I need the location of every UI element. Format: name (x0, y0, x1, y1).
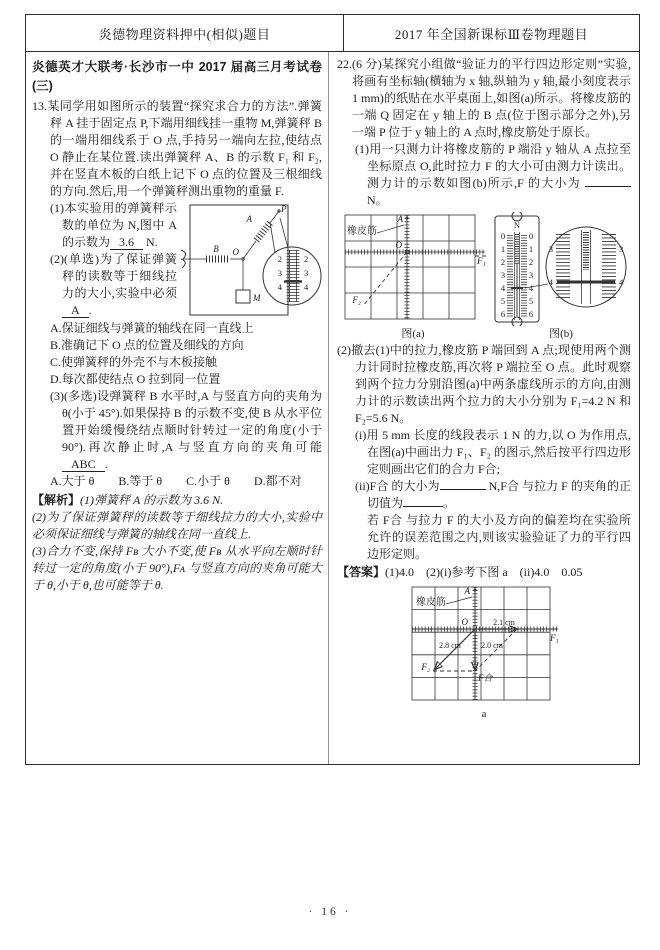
q22-ii-mid: N,F合 与拉力 F 的夹角的正切值为 (367, 479, 631, 510)
gauge-num: 0 (528, 231, 534, 241)
q22-ii-blank1 (440, 478, 486, 490)
option-item: C.使弹簧秤的外壳不与木板接触 (50, 355, 218, 369)
label-f2: F₂ (352, 295, 361, 305)
option-item: B.准确记下 O 点的位置及细线的方向 (50, 338, 244, 352)
f2-direction-dashed (363, 252, 407, 306)
rubber-band-label: 橡皮筋 (347, 226, 377, 237)
q13-part3 (32, 388, 322, 473)
left-column (26, 52, 329, 764)
q13-part1-answer: 3.6 (110, 235, 143, 250)
gauge-num: 5 (528, 296, 534, 306)
gauge-num: 3 (500, 270, 506, 280)
magnifier-scale-4-right: 4 (304, 282, 309, 292)
q22-ii-pre: (ii)F合 的大小为 (355, 479, 440, 493)
q13-part1-unit: N. (143, 235, 158, 249)
answer-figure-diagram (404, 584, 564, 706)
q22-part1-text: (1)用一只测力计将橡皮筋的 P 端沿 y 轴从 A 点拉至坐标原点 O,此时拉力 F 的大小可由测力计读出。测力计的示数如图(b)所示,F 的大小为 (355, 142, 631, 190)
header-right-title: 2017 年全国新课标Ⅲ卷物理题目 (394, 26, 589, 42)
q22-note: 若 F合 与拉力 F 的大小及方向的偏差均在实验所允许的误差范围之内,则该实验验证了力的平行四边形定则。 (367, 513, 631, 561)
gauge-num: 5 (500, 296, 506, 306)
table-body-row (26, 52, 639, 764)
magnifier-num-3-left: 3 (548, 244, 553, 254)
answer-figure-caption: a (481, 708, 487, 720)
q22-ii-blank2 (403, 495, 443, 507)
daan-text: (1)4.0 (2)(i)参考下图 a (ii)4.0 0.05 (385, 565, 583, 579)
label-f1: F₁ (477, 256, 486, 266)
magnifier-scale-4-left: 4 (277, 282, 282, 292)
magnifier-num-3-right: 3 (619, 244, 624, 254)
fig-b-caption: 图(b) (549, 328, 573, 340)
page-number: · 16 · (308, 906, 352, 918)
magnifier-scale-3-right: 3 (304, 268, 309, 278)
label-o: O (395, 240, 402, 250)
label-a: A (464, 586, 470, 596)
fig-b-box (491, 212, 631, 341)
q13-stem: 13.某同学用如图所示的装置“探究求合力的方法”.弹簧秤 A 挂于固定点 P,下端用细线挂一重物 M,弹簧秤 B 的一端用细线系于 O 点,手持另一端向左拉,使结点 O 静止在某位置.读出弹簧秤 A、B 的示数 F₁ 和 F₂,并在竖直木板的白纸上记下 O 点的位置及三根细线的方向.然后,用一个弹簧秤测出重物的重量 F. (32, 99, 322, 198)
gauge-numbers-left (501, 231, 506, 319)
weight-m (236, 290, 250, 303)
jiexi-block (32, 492, 322, 509)
label-o: O (461, 617, 468, 627)
dim-2-1cm: 2.1 cm (493, 618, 515, 627)
gauge-num: 1 (528, 244, 534, 254)
gauge-num: 3 (528, 270, 534, 280)
q13-part2-period: . (88, 303, 92, 317)
q13-part1-text: (1)本实验用的弹簧秤示数的单位为 N,图中 A 的示数为 (50, 201, 177, 249)
rubber-pointer-line (377, 225, 404, 233)
figures-row (337, 212, 631, 341)
header-left-cell (26, 15, 344, 51)
hand-pull (181, 250, 206, 268)
label-p: P (281, 204, 287, 214)
magnifier-scale-3-left: 3 (277, 268, 282, 278)
q13-part2-text: (2)(单选)为了保证弹簧秤的读数等于细线拉力的大小,实验中必须 (50, 252, 177, 300)
label-a: A (397, 214, 403, 224)
dim-2-0cm: 2.0 cm (481, 641, 503, 650)
knot-o (242, 258, 244, 290)
label-fsum: F合 (478, 673, 493, 683)
magnifier-scale-2-right: 2 (304, 254, 309, 264)
q22-part2: (2)撤去(1)中的拉力,橡皮筋 P 端回到 A 点;现使用两个测力计同时拉橡皮筋,再次将 P 端拉至 O 点。此时观察到两个拉力分别沿图(a)中两条虚线所示的方向,由测力计的示数读出两个拉力的大小分别为 F₁=4.2 N 和 F₂=5.6 N。 (337, 343, 631, 425)
option-item: D.每次都使结点 O 拉到同一位置 (50, 372, 221, 386)
fig-a-diagram (337, 212, 489, 326)
table-header-row (26, 15, 639, 52)
magnifier-num-4-right: 4 (619, 277, 624, 287)
rubber-pointer-line (446, 597, 472, 604)
daan-label: 【答案】 (337, 565, 386, 579)
label-o: O (232, 247, 239, 257)
q22-ii-post: 。 (443, 496, 456, 510)
jiexi-line2: (2)为了保证弹簧秤的读数等于细线拉力的大小,实验中必须保证细线与弹簧的轴线在同一直线上. (32, 510, 322, 541)
gauge-num: 4 (528, 283, 534, 293)
q13-part12-block (32, 200, 322, 320)
exam-sheet-table (25, 14, 640, 765)
jiexi-line3: (3)合力不变,保持 Fʙ 大小不变,使 Fʙ 从水平向左顺时针转过一定的角度(小于 90°),Fᴀ 与竖直方向的夹角可能大于 θ,小于 θ,也可能等于 θ. (32, 544, 322, 592)
q13-part3-period: . (104, 457, 108, 471)
gauge-num: 6 (500, 309, 506, 319)
daan-block (337, 564, 631, 581)
gauge-num: 2 (500, 257, 506, 267)
gauge-unit-label: N (513, 220, 521, 230)
magnifier-callout (263, 218, 321, 305)
apparatus-diagram (180, 202, 322, 318)
q13-part3-text: (3)(多选)设弹簧秤 B 水平时,A 与竖直方向的夹角为 θ(小于 45°).如果保持 B 的示数不变,使 B 从水平位置开始缓慢绕结点顺时针转过一定的角度(小于 90°).再次静止时,A 与竖直方向的夹角可能 (50, 389, 322, 454)
gauge-num: 1 (500, 244, 506, 254)
fig-a-caption: 图(a) (401, 328, 425, 340)
q22-part1-blank (585, 175, 631, 187)
q22-part1 (337, 141, 631, 209)
right-column (329, 52, 639, 764)
label-a: A (246, 214, 252, 224)
q13-part3-options: A.大于 θ B.等于 θ C.小于 θ D.都不对 (50, 474, 302, 488)
exam-title: 炎德英才大联考·长沙市一中 2017 届高三月考试卷(三) (32, 60, 322, 93)
gauge-scale (510, 232, 524, 320)
q22-part2-i: (i)用 5 mm 长度的线段表示 1 N 的力,以 O 为作用点,在图(a)中画出力 F₁、F₂ 的图示,然后按平行四边形定则画出它们的合力 F合; (355, 428, 631, 476)
jiexi-line1: (1)弹簧秤 A 的示数为 3.6 N. (80, 493, 224, 507)
q13-part2-answer: A (62, 303, 89, 318)
gauge-num: 4 (500, 283, 506, 293)
gauge-numbers-right (529, 231, 534, 319)
force-vectors (433, 629, 556, 671)
label-f1: F₁ (550, 633, 559, 643)
fig-a-box (337, 212, 489, 341)
answer-figure-box (337, 584, 631, 721)
q22-part1-unit: N。 (367, 193, 388, 207)
gauge-num: 2 (528, 257, 534, 267)
q13-part3-answer: ABC (62, 457, 105, 472)
dim-2-8cm: 2.8 cm (439, 641, 461, 650)
gauge-num: 0 (500, 231, 506, 241)
header-right-cell (344, 15, 639, 51)
q22-stem: 22.(6 分)某探究小组做“验证力的平行四边形定则”实验,将画有坐标轴(横轴为 x 轴,纵轴为 y 轴,最小刻度表示 1 mm)的纸贴在水平桌面上,如图(a)所示。将橡皮筋的一端 Q 固定在 y 轴上的 B 点(位于图示部分之外),另一端 P 位于 y 轴上的 A 点时,橡皮筋处于原长。 (337, 57, 631, 139)
jiexi-label: 【解析】 (32, 493, 81, 507)
magnifier-scale-2-left: 2 (277, 254, 282, 264)
label-m: M (253, 293, 261, 303)
fig-b-diagram (491, 212, 631, 326)
label-f2: F₂ (421, 662, 430, 672)
magnifier-num-4-left: 4 (548, 277, 553, 287)
header-left-title: 炎德物理资料押中(相似)题目 (98, 26, 271, 42)
fig-apparatus (180, 202, 322, 318)
rubber-band-label: 橡皮筋 (416, 597, 446, 608)
option-item: A.保证细线与弹簧的轴线在同一直线上 (50, 321, 254, 335)
gauge-num: 6 (528, 309, 534, 319)
q22-part2-ii (337, 478, 631, 512)
label-b: B (213, 244, 219, 254)
gauge-magnifier (525, 227, 626, 307)
